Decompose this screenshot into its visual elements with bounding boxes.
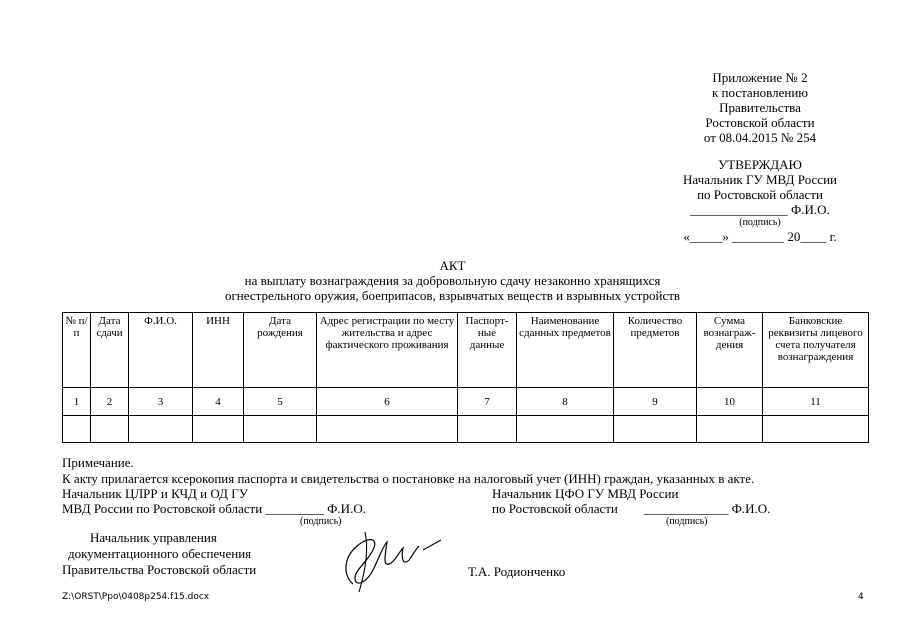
head-position-line: Правительства Ростовской области bbox=[62, 562, 257, 577]
column-number: 3 bbox=[129, 388, 193, 416]
column-number: 1 bbox=[63, 388, 91, 416]
column-number: 8 bbox=[517, 388, 614, 416]
appendix-line: от 08.04.2015 № 254 bbox=[703, 130, 817, 145]
column-header: Ф.И.О. bbox=[129, 313, 193, 388]
column-number: 4 bbox=[193, 388, 244, 416]
act-subtitle: огнестрельного оружия, боеприпасов, взрывчатых веществ и взрывных устройств bbox=[224, 288, 681, 303]
signature-left bbox=[62, 486, 366, 527]
approval-block bbox=[655, 157, 865, 244]
handwritten-signature bbox=[325, 520, 445, 595]
appendix-line: Ростовской области bbox=[705, 115, 815, 130]
column-header: Количество предметов bbox=[614, 313, 697, 388]
column-number: 2 bbox=[91, 388, 129, 416]
table-row bbox=[63, 416, 869, 443]
note-block bbox=[62, 455, 754, 487]
column-header: ИНН bbox=[193, 313, 244, 388]
approval-date-line: «_____» ________ 20____ г. bbox=[683, 229, 837, 244]
approval-position: Начальник ГУ МВД России bbox=[683, 172, 837, 187]
act-table bbox=[62, 312, 869, 443]
approval-region: по Ростовской области bbox=[697, 187, 823, 202]
act-title: АКТ bbox=[439, 258, 466, 273]
signature-right bbox=[492, 486, 770, 527]
table-cell bbox=[458, 416, 517, 443]
table-number-row bbox=[63, 388, 869, 416]
column-header: № п/п bbox=[63, 313, 91, 388]
table-cell bbox=[193, 416, 244, 443]
column-header: Сумма вознаграж-дения bbox=[697, 313, 763, 388]
column-header: Дата сдачи bbox=[91, 313, 129, 388]
column-header: Банковские реквизиты лицевого счета получателя вознаграждения bbox=[763, 313, 869, 388]
table-cell bbox=[763, 416, 869, 443]
head-name: Т.А. Родионченко bbox=[468, 564, 566, 579]
approval-title: УТВЕРЖДАЮ bbox=[718, 157, 802, 172]
appendix-line: к постановлению bbox=[711, 85, 809, 100]
table-cell bbox=[63, 416, 91, 443]
table-cell bbox=[317, 416, 458, 443]
table-cell bbox=[91, 416, 129, 443]
table-cell bbox=[129, 416, 193, 443]
page-number: 4 bbox=[858, 592, 864, 602]
note-title: Примечание. bbox=[62, 455, 134, 470]
column-number: 11 bbox=[763, 388, 869, 416]
column-number: 6 bbox=[317, 388, 458, 416]
head-block bbox=[62, 530, 256, 578]
table-cell bbox=[614, 416, 697, 443]
act-heading bbox=[0, 258, 905, 303]
column-number: 10 bbox=[697, 388, 763, 416]
column-header: Паспорт-ные данные bbox=[458, 313, 517, 388]
appendix-line: Правительства bbox=[719, 100, 801, 115]
approval-sign-line: _______________ Ф.И.О. bbox=[690, 202, 830, 217]
signature-right-position: Начальник ЦФО ГУ МВД России bbox=[492, 486, 679, 501]
table-header-row bbox=[63, 313, 869, 388]
column-number: 7 bbox=[458, 388, 517, 416]
column-header: Дата рождения bbox=[244, 313, 317, 388]
column-header: Наименование сданных предметов bbox=[517, 313, 614, 388]
signature-right-line: по Ростовской области _____________ Ф.И.О. bbox=[492, 501, 771, 516]
column-number: 9 bbox=[614, 388, 697, 416]
note-text: К акту прилагается ксерокопия паспорта и свидетельства о постановке на налоговый учет (ИНН) граждан, указанных в акте. bbox=[62, 471, 755, 486]
appendix-line: Приложение № 2 bbox=[712, 70, 808, 85]
head-position-line: документационного обеспечения bbox=[68, 546, 252, 561]
act-subtitle: на выплату вознаграждения за добровольную сдачу незаконно хранящихся bbox=[244, 273, 661, 288]
signature-left-caption: (подпись) bbox=[300, 516, 342, 527]
signature-right-caption: (подпись) bbox=[666, 516, 708, 527]
approval-sign-caption: (подпись) bbox=[739, 217, 781, 228]
file-path: Z:\ORST\Ppo\0408p254.f15.docx bbox=[62, 592, 210, 602]
table-cell bbox=[697, 416, 763, 443]
signature-left-position: Начальник ЦЛРР и КЧД и ОД ГУ bbox=[62, 486, 248, 501]
table-cell bbox=[517, 416, 614, 443]
head-position-line: Начальник управления bbox=[90, 530, 217, 545]
column-header: Адрес регистрации по месту жительства и адрес фактического проживания bbox=[317, 313, 458, 388]
appendix-block bbox=[660, 70, 860, 145]
column-number: 5 bbox=[244, 388, 317, 416]
table-cell bbox=[244, 416, 317, 443]
signature-left-line: МВД России по Ростовской области _________ Ф.И.О. bbox=[62, 501, 366, 516]
